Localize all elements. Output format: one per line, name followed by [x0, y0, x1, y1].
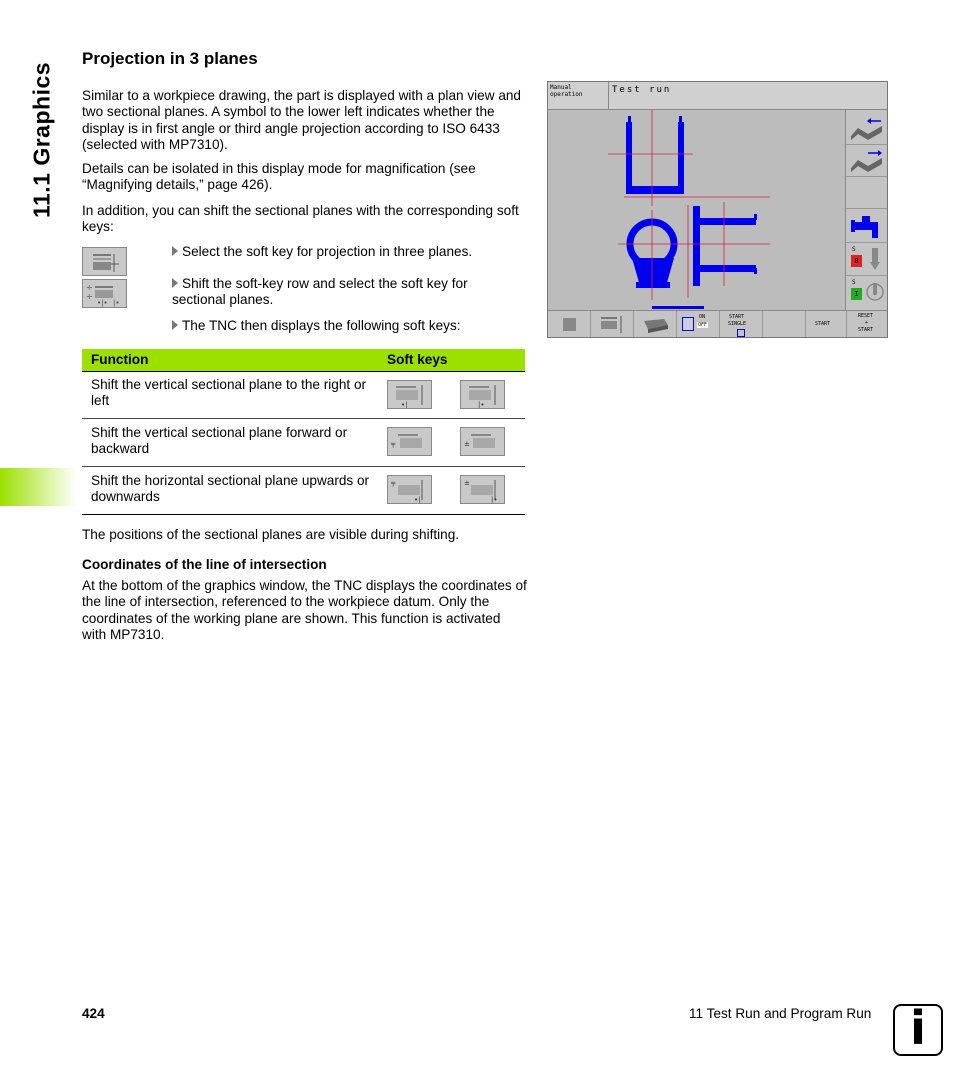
- step-1: [172, 244, 472, 260]
- screen-bottom-key-2[interactable]: [591, 311, 634, 338]
- reset-label-3: START: [858, 327, 874, 333]
- shift-up-softkey-icon: [387, 475, 432, 504]
- screen-side-softkeys: [845, 110, 888, 310]
- screen-bottom-key-1[interactable]: [548, 311, 591, 338]
- svg-text:•|•: •|•: [97, 299, 108, 307]
- section-heading: Projection in 3 planes: [82, 49, 258, 68]
- shift-paragraph: In addition, you can shift the sectional planes with the corresponding soft keys:: [82, 203, 519, 235]
- svg-text:±: ±: [464, 479, 470, 487]
- details-paragraph: Details can be isolated in this display mode for magnification (see “Magnifying details,” page 426).: [82, 161, 476, 193]
- screen-bottom-key-on-off[interactable]: [677, 311, 720, 338]
- screen-bottom-key-3[interactable]: [634, 311, 677, 338]
- start-single-label-2: SINGLE: [728, 321, 747, 327]
- spindle-label: S: [852, 279, 856, 286]
- step-2-text: Shift the soft-key row and select the soft key for sectional planes.: [172, 276, 468, 308]
- reset-label-1: RESET: [858, 313, 874, 319]
- side-chapter-title: 11.1 Graphics: [28, 61, 55, 219]
- spindle-on-indicator: I: [851, 288, 862, 300]
- screen-bottom-softkeys: [548, 310, 888, 338]
- step-3-text: The TNC then displays the following soft keys:: [182, 318, 461, 333]
- table-rule: [82, 514, 525, 515]
- svg-text:•|: •|: [401, 401, 408, 408]
- step-3: [172, 318, 461, 334]
- table-row-1-function: Shift the vertical sectional plane to the right or left: [91, 377, 367, 409]
- svg-text:|•: |•: [478, 401, 485, 408]
- shift-forward-softkey-icon: [387, 427, 432, 456]
- svg-text:±: ±: [464, 440, 470, 448]
- info-icon: [893, 1001, 943, 1056]
- header-softkeys: Soft keys: [387, 352, 448, 367]
- svg-text:╤: ╤: [391, 440, 396, 448]
- shift-right-softkey-icon: [460, 380, 505, 409]
- spindle-off-indicator: 0: [851, 255, 862, 267]
- info-glyph: i: [910, 1001, 926, 1055]
- shift-left-softkey-icon: [387, 380, 432, 409]
- screen-side-key-2[interactable]: [846, 146, 887, 177]
- chapter-footer: 11 Test Run and Program Run: [689, 1006, 872, 1021]
- svg-text:÷: ÷: [86, 283, 93, 292]
- svg-text:•|: •|: [414, 496, 421, 503]
- arrow-right-icon: [172, 278, 178, 288]
- screen-bottom-key-start[interactable]: [806, 311, 847, 338]
- table-row-3-function: Shift the horizontal sectional plane upwards or downwards: [91, 473, 370, 505]
- screen-side-key-spindle-on[interactable]: [846, 277, 887, 308]
- svg-text:÷: ÷: [86, 292, 93, 301]
- screen-bottom-key-start-single[interactable]: [720, 311, 763, 338]
- arrow-right-icon: [172, 320, 178, 330]
- shift-down-softkey-icon: [460, 475, 505, 504]
- shift-backward-softkey-icon: [460, 427, 505, 456]
- screen-bottom-key-reset-start[interactable]: [847, 311, 887, 338]
- spindle-label: S: [852, 246, 856, 253]
- screen-title: Test run: [612, 85, 672, 95]
- intro-paragraph: Similar to a workpiece drawing, the part is displayed with a plan view and two sectional planes. A symbol to the lower left indicates whether the display is in first angle or third angle projection according to ISO 6433 (selected with MP7310).: [82, 88, 521, 152]
- sectional-planes-softkey-icon: [82, 279, 127, 308]
- screen-mode-box: [548, 82, 609, 110]
- table-rule: [82, 466, 525, 467]
- svg-text:╤: ╤: [391, 479, 396, 487]
- screen-mode-line2: operation: [550, 91, 583, 98]
- arrow-right-icon: [172, 246, 178, 256]
- off-label: OFF: [698, 322, 708, 328]
- screen-bottom-key-empty[interactable]: [763, 311, 806, 338]
- on-label: ON: [699, 314, 706, 320]
- tnc-screen: [547, 81, 888, 338]
- start-single-label-1: START: [729, 314, 745, 320]
- coordinates-paragraph: At the bottom of the graphics window, the TNC displays the coordinates of the line of intersection, referenced to the workpiece datum. Only the coordinates of the working plane are shown. This function is activated with MP7310.: [82, 578, 527, 642]
- screen-mode-line1: Manual: [550, 84, 572, 91]
- screen-side-key-1[interactable]: [846, 114, 887, 145]
- screen-side-key-spindle-off[interactable]: [846, 244, 887, 276]
- softkey-table-header: [82, 349, 525, 371]
- svg-text:|•: |•: [113, 299, 120, 307]
- subheading: Coordinates of the line of intersection: [82, 557, 327, 572]
- header-function: Function: [91, 352, 149, 367]
- table-rule: [82, 418, 525, 419]
- chapter-tab-marker: [0, 468, 76, 506]
- step-2: [172, 276, 522, 309]
- screen-side-key-3[interactable]: [846, 178, 887, 209]
- page-number: 424: [82, 1006, 105, 1021]
- table-row-2-function: Shift the vertical sectional plane forward or backward: [91, 425, 348, 457]
- screen-side-key-coolant[interactable]: [846, 210, 887, 243]
- table-rule: [82, 371, 525, 372]
- svg-text:|•: |•: [491, 496, 498, 503]
- after-table-paragraph: The positions of the sectional planes are visible during shifting.: [82, 527, 460, 542]
- reset-label-2: +: [865, 320, 869, 326]
- start-label: START: [815, 321, 831, 327]
- projection-graphic: [548, 110, 845, 310]
- projection-3-planes-softkey-icon: [82, 247, 127, 276]
- step-1-text: Select the soft key for projection in three planes.: [182, 244, 473, 259]
- screen-title-bar: [609, 82, 887, 110]
